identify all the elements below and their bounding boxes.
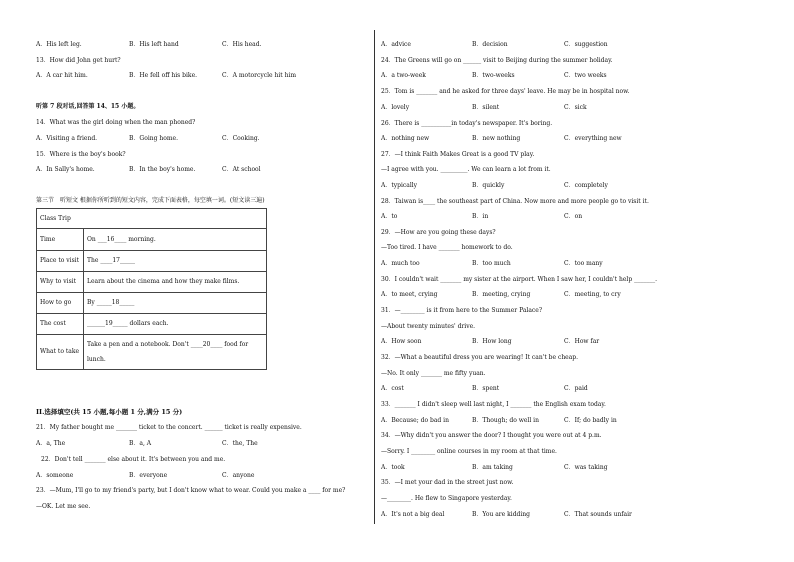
table-row [37,335,267,370]
q28-stem: 28．Taiwan is____ the southeast part of China. Now more and more people go to visit it. [381,198,649,205]
table-row [37,272,267,293]
part-2-heading: II.选择填空(共 15 小题,每小题 1 分,满分 15 分) [36,408,183,416]
q31-option-a: A．How soon [381,338,422,345]
q14-option-c: C．Cooking. [222,135,260,142]
q15-option-b: B．In the boy's home. [129,166,196,173]
q26-option-a: A．nothing new [381,135,430,142]
table-row [37,229,267,251]
q32-option-a: A．cost [381,385,404,392]
q13-option-a: A．A car hit him. [36,72,88,79]
q35-option-b: B．You are kidding [472,511,530,518]
q26-option-c: C．everything new [564,135,622,142]
q34-option-a: A．took [381,464,405,471]
q23-stem: 23．—Mum, I'll go to my friend's party, but I don't know what to wear. Could you make a ____ for me? [36,487,346,494]
table-value: By _____18_____ [84,293,267,314]
table-key: Time [37,229,84,251]
q13-option-b: B．He fell off his bike. [129,72,198,79]
table-row [37,251,267,272]
q12-option-b: B．His left hand [129,41,179,48]
table-value: Learn about the cinema and how they make films. [84,272,267,293]
q34-stem: 34．—Why didn't you answer the door? I thought you were out at 4 p.m. [381,432,602,439]
q29-option-b: B．too much [472,260,511,267]
table-title: Class Trip [37,209,267,229]
q35-stem: 35．—I met your dad in the street just now. [381,479,514,486]
q22-stem: 22．Don't tell _______ else about it. It's between you and me. [41,456,226,463]
q33-stem: 33．_______ I didn't sleep well last night, I _______ the English exam today. [381,401,606,408]
table-key: How to go [37,293,84,314]
q32-reply: —No. It only _______ me fifty yuan. [381,370,486,377]
table-key: The cost [37,314,84,335]
table-value: Take a pen and a notebook. Don't ____20____ food for lunch. [84,335,267,370]
q26-stem: 26．There is __________in today's newspaper. It's boring. [381,120,553,127]
q12-option-a: A．His left leg. [36,41,82,48]
q14-option-a: A．Visiting a friend. [36,135,98,142]
q34-reply: —Sorry. I ________ online courses in my room at that time. [381,448,557,455]
q24-option-c: C．two weeks [564,72,607,79]
class-trip-table [36,208,267,370]
section-7-heading: 听第 7 段对话,回答第 14、15 小题。 [36,103,140,110]
q14-option-b: B．Going home. [129,135,178,142]
q27-option-a: A．typically [381,182,418,189]
q27-option-c: C．completely [564,182,608,189]
q34-option-b: B．am taking [472,464,513,471]
q32-option-c: C．paid [564,385,588,392]
q23-option-c: C．suggestion [564,41,608,48]
q28-option-a: A．to [381,213,398,220]
column-divider [374,30,375,524]
q22-option-b: B．everyone [129,472,168,479]
table-key: What to take [37,335,84,370]
table-value: On ___16____ morning. [84,229,267,251]
q15-option-c: C．At school [222,166,261,173]
q30-option-b: B．meeting, crying [472,291,531,298]
q35-option-c: C．That sounds unfair [564,511,632,518]
q15-stem: 15．Where is the boy's book? [36,151,126,158]
q30-option-a: A．to meet, crying [381,291,438,298]
q25-option-c: C．sick [564,104,587,111]
table-value: ______19_____ dollars each. [84,314,267,335]
q29-option-c: C．too many [564,260,603,267]
q31-option-c: C．How far [564,338,600,345]
q24-option-b: B．two-weeks [472,72,515,79]
q34-option-c: C．was taking [564,464,608,471]
q32-option-b: B．spent [472,385,500,392]
q15-option-a: A．In Sally's home. [36,166,95,173]
q21-option-b: B．a, A [129,440,152,447]
q23-reply: —OK. Let me see. [36,503,91,510]
q32-stem: 32．—What a beautiful dress you are wearing! It can't be cheap. [381,354,579,361]
q24-option-a: A．a two-week [381,72,426,79]
q22-option-a: A．someone [36,472,74,479]
q13-stem: 13．How did John get hurt? [36,57,121,64]
table-row [37,293,267,314]
q35-reply: —________. He flew to Singapore yesterday. [381,495,512,502]
q25-option-a: A．lovely [381,104,410,111]
table-key: Place to visit [37,251,84,272]
q33-option-b: B．Though; do well in [472,417,539,424]
q29-option-a: A．much too [381,260,420,267]
q31-option-b: B．How long [472,338,512,345]
q13-option-c: C．A motorcycle hit him [222,72,297,79]
q21-option-c: C．the, The [222,440,258,447]
table-row [37,314,267,335]
q31-stem: 31．—________ is it from here to the Summer Palace? [381,307,543,314]
section-3-heading: 第三节 听短文 根据你所听到的短文内容，完成下面表格，每空填一词。(短文读三遍) [36,197,265,204]
q30-stem: 30．I couldn't wait _______ my sister at the airport. When I saw her, I couldn't help _______. [381,276,658,283]
q28-option-c: C．on [564,213,583,220]
q29-reply: —Too tired. I have _______ homework to do. [381,244,513,251]
q28-option-b: B．in [472,213,489,220]
q25-stem: 25．Tom is _______ and he asked for three days' leave. He may be in hospital now. [381,88,630,95]
q23-option-a: A．advice [381,41,411,48]
q21-option-a: A．a, The [36,440,66,447]
table-key: Why to visit [37,272,84,293]
q31-reply: —About twenty minutes' drive. [381,323,476,330]
q12-option-c: C．His head. [222,41,262,48]
q25-option-b: B．silent [472,104,500,111]
table-value: The ____17_____ [84,251,267,272]
q24-stem: 24．The Greens will go on ______ visit to Beijing during the summer holiday. [381,57,613,64]
q29-stem: 29．—How are you going these days? [381,229,496,236]
q26-option-b: B．new nothing [472,135,521,142]
q35-option-a: A．It's not a big deal [381,511,445,518]
q27-stem: 27．—I think Faith Makes Great is a good TV play. [381,151,535,158]
q33-option-a: A．Because; do bad in [381,417,449,424]
q22-option-c: C．anyone [222,472,255,479]
q27-option-b: B．quickly [472,182,505,189]
q33-option-c: C．If; do badly in [564,417,617,424]
q14-stem: 14．What was the girl doing when the man phoned? [36,119,196,126]
q23-option-b: B．decision [472,41,508,48]
q30-option-c: C．meeting, to cry [564,291,621,298]
q27-reply: —I agree with you. _________. We can learn a lot from it. [381,166,551,173]
q21-stem: 21．My father bought me _______ ticket to the concert. ______ ticket is really expensive. [36,424,302,431]
